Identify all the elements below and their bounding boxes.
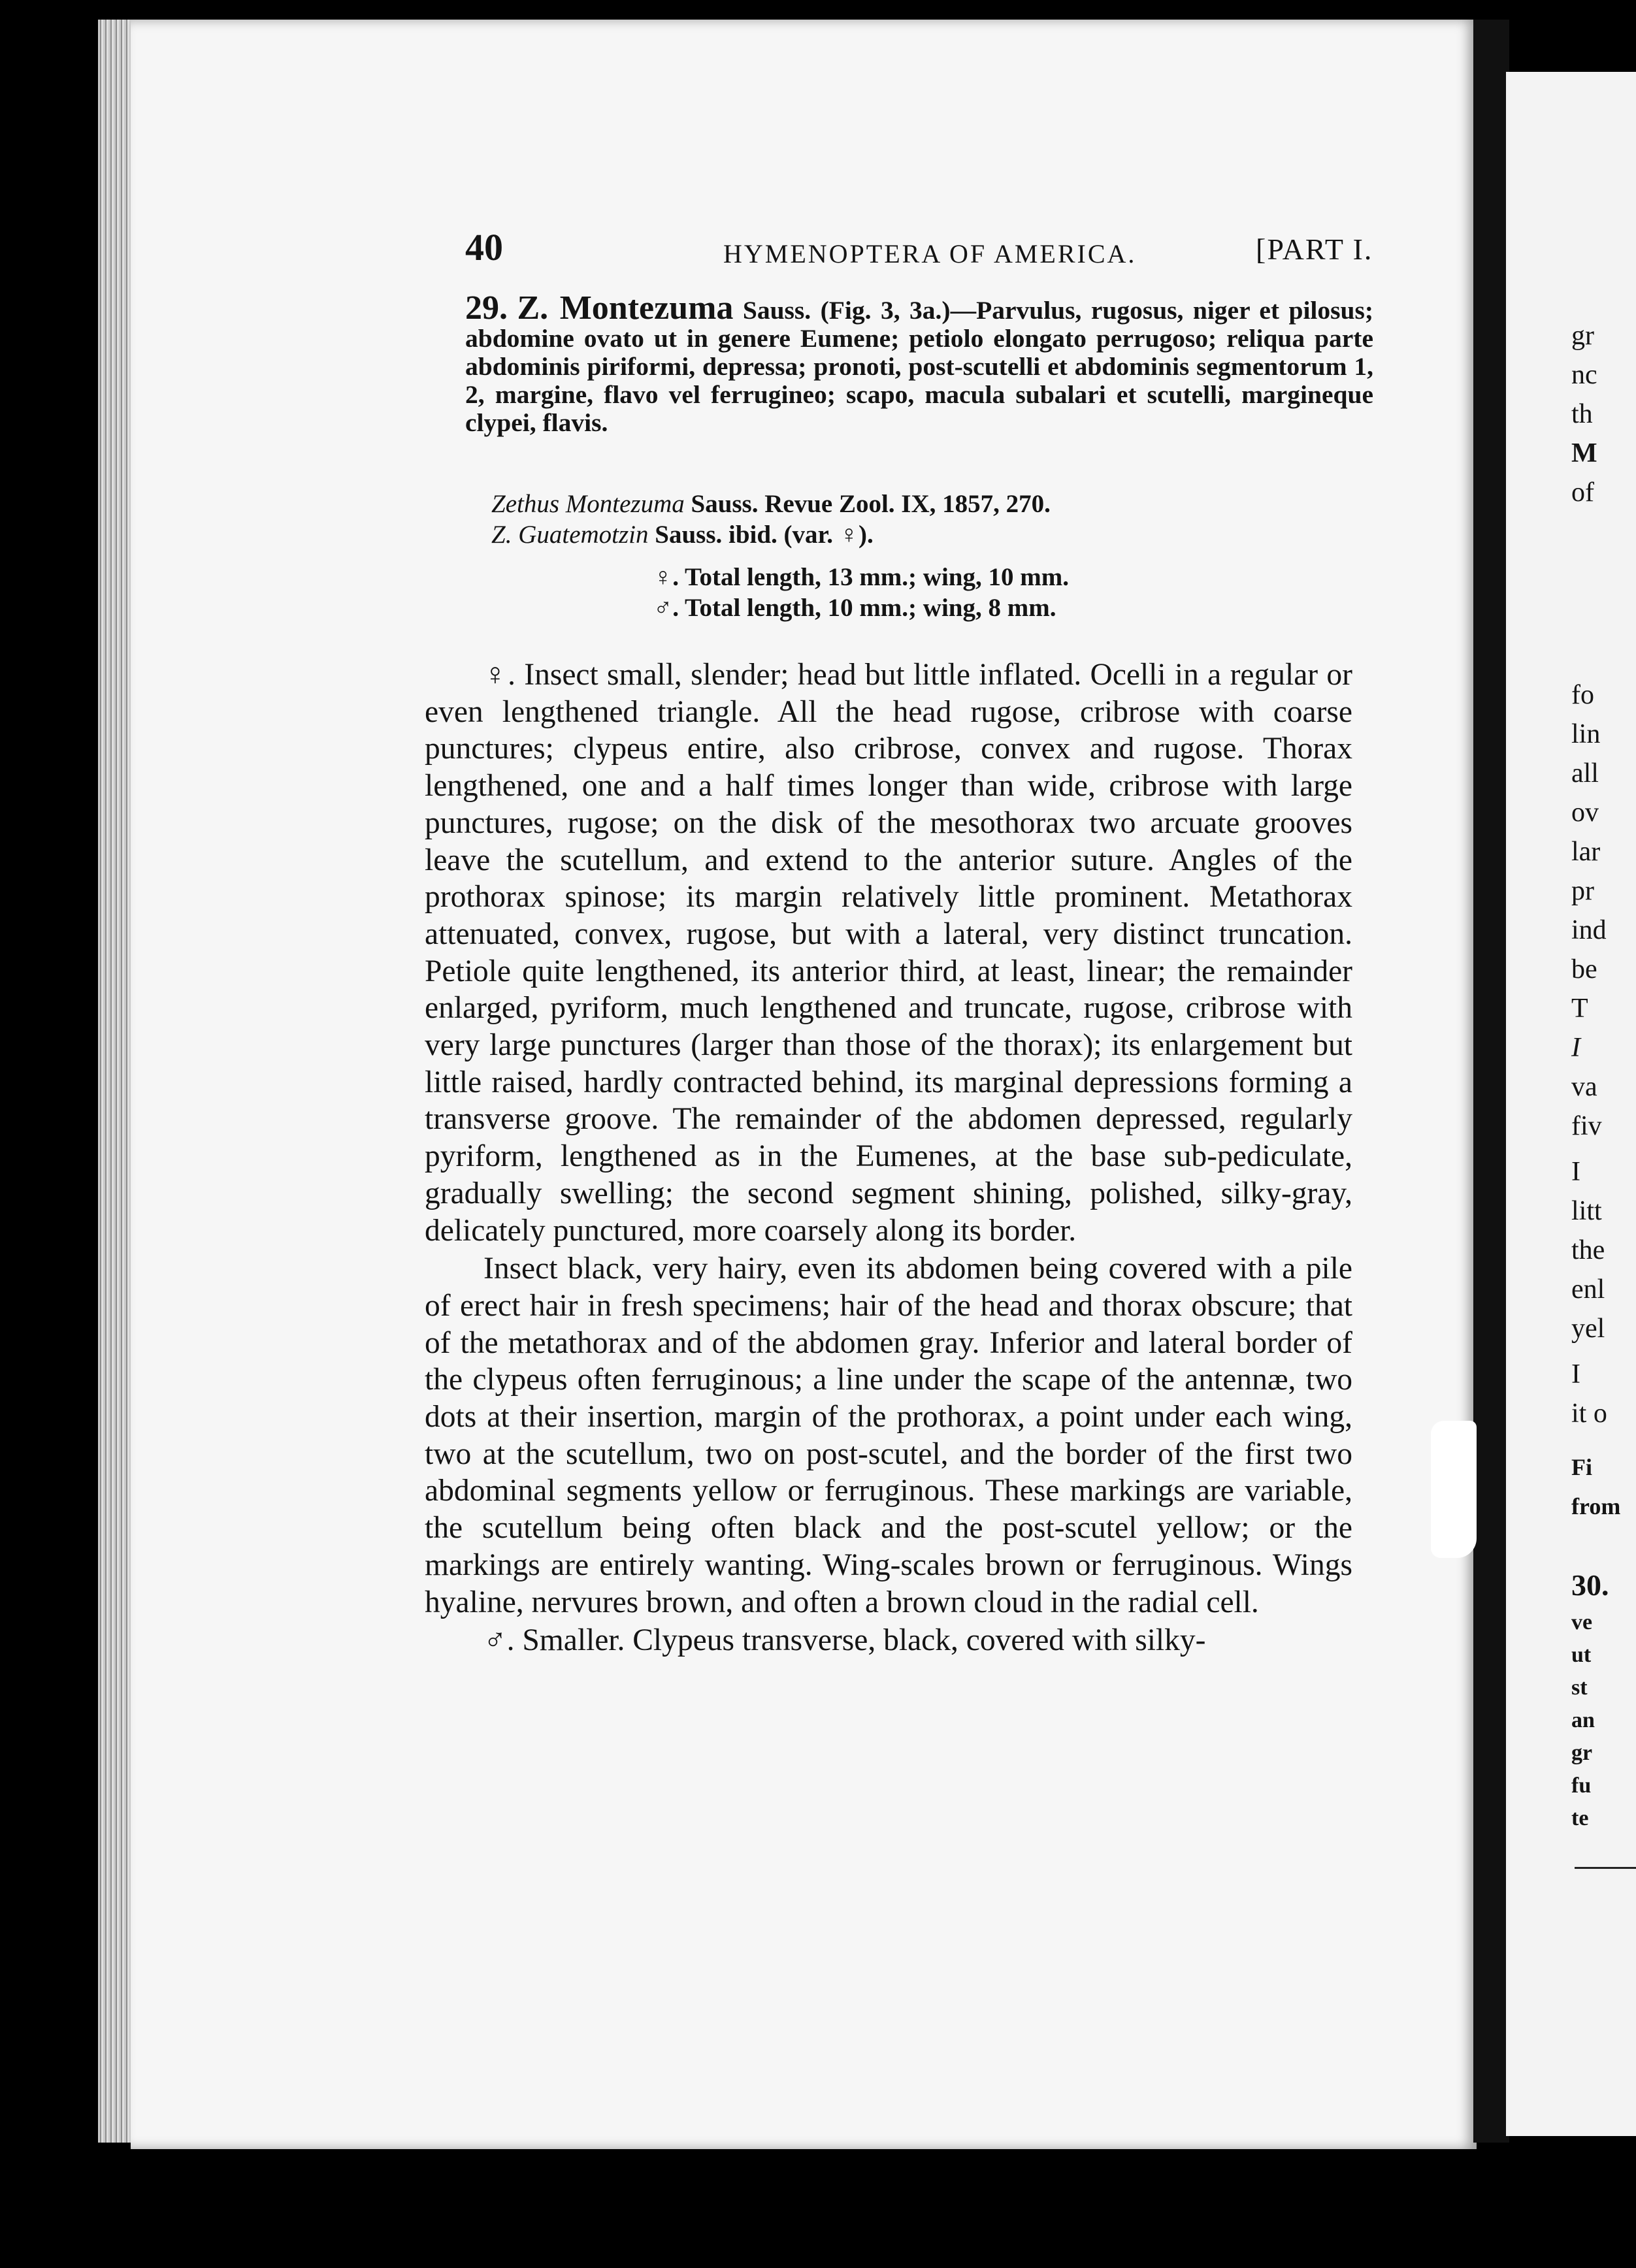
right-page-fragment: gr	[1571, 321, 1594, 351]
latin-description: —Parvulus, rugosus, niger et pilosus; abdomine ovato ut in genere Eumene; petiolo elongato perrugoso; reliqua parte abdominis piriformi, depressa; pronoti, post-scutelli et abdominis segmentorum 1, 2, margine, flavo vel ferrugineo; scapo, macula subalari et scutelli, margineque clypei, flavis.	[465, 296, 1374, 437]
part-label: [PART I.	[1256, 233, 1373, 266]
page-number: 40	[465, 226, 503, 268]
right-page-fragment: fu	[1571, 1774, 1592, 1798]
right-page-fragment: all	[1571, 758, 1599, 788]
right-page-fragment: be	[1571, 954, 1597, 984]
right-page-fragment: M	[1571, 438, 1597, 468]
right-page-fragment: from	[1571, 1493, 1621, 1519]
synonym-line	[491, 489, 1341, 519]
right-page-fragment: ind	[1571, 915, 1607, 945]
female-description: ♀. Insect small, slender; head but little inflated. Ocelli in a regular or even lengthened triangle. All the head rugose, cribrose with coarse punctures; clypeus entire, also cribrose, convex and rugose. Thorax lengthened, one and a half times longer than wide, cribrose with large punctures, rugose; on the disk of the mesothorax two arcuate grooves leave the scutellum, and extend to the anterior suture. Angles of the prothorax spinose; its margin relatively little prominent. Metathorax attenuated, convex, rugose, but with a lateral, very distinct truncation. Petiole quite lengthened, its anterior third, at least, linear; the remainder enlarged, pyriform, much lengthened and truncate, rugose, cribrose with very large punctures (larger than those of the thorax); its enlargement but little raised, hardly contracted behind, its marginal depressions forming a transverse groove. The remainder of the abdomen depressed, regularly pyriform, lengthened as in the Eumenes, at the base sub-pediculate, gradually swelling; the second segment shining, polished, silky-gray, delicately punctured, more coarsely along its border.	[425, 658, 1352, 1248]
horizontal-rule	[1575, 1867, 1636, 1869]
right-page-fragment: nc	[1571, 360, 1597, 390]
species-name: Z. Montezuma	[517, 289, 734, 327]
right-page-fragment: enl	[1571, 1274, 1605, 1304]
right-page-fragment: of	[1571, 478, 1594, 508]
book-gutter	[1473, 20, 1509, 2143]
right-page-fragment: it o	[1571, 1399, 1607, 1429]
coloration-description: Insect black, very hairy, even its abdomen being covered with a pile of erect hair in fresh specimens; hair of the head and thorax obscure; that of the metathorax and of the abdomen gray. Inferior and lateral border of the clypeus often ferruginous; a line under the scape of the antennæ, two dots at their insertion, margin of the prothorax, a point under each wing, two at the scutellum, two on post-scutel, and the border of the first two abdominal segments yellow or ferruginous. These markings are variable, the scutellum being often black and the post-scutel yellow; or the markings are entirely wanting. Wing-scales brown or ferruginous. Wings hyaline, nervures brown, and often a brown cloud in the radial cell.	[425, 1252, 1352, 1619]
right-page-fragment: I	[1571, 1157, 1580, 1187]
synonym-line	[491, 519, 1341, 550]
measurements	[653, 562, 1372, 623]
male-measurement: ♂. Total length, 10 mm.; wing, 8 mm.	[653, 594, 1056, 622]
synonymy	[491, 489, 1341, 550]
male-description: ♂. Smaller. Clypeus transverse, black, covered with silky-	[483, 1623, 1206, 1658]
page-header	[465, 225, 1380, 278]
right-page-fragment: ov	[1571, 798, 1599, 828]
right-page-fragment: va	[1571, 1072, 1597, 1102]
female-measurement: ♀. Total length, 13 mm.; wing, 10 mm.	[653, 563, 1069, 591]
description-body	[425, 656, 1352, 1659]
right-page-fragment: fiv	[1571, 1111, 1602, 1141]
right-page-fragment: litt	[1571, 1196, 1602, 1226]
right-page-fragment: 30.	[1571, 1568, 1609, 1602]
running-head: HYMENOPTERA OF AMERICA.	[723, 239, 1137, 268]
right-page-fragment: te	[1571, 1806, 1589, 1830]
species-authority: Sauss.	[742, 296, 811, 325]
right-page-fragment: fo	[1571, 680, 1594, 710]
synonym-reference: Sauss. Revue Zool. IX, 1857, 270.	[691, 490, 1051, 518]
paper-slip	[1431, 1421, 1477, 1558]
right-page-fragment: an	[1571, 1708, 1595, 1732]
right-page-fragment: I	[1571, 1359, 1580, 1389]
right-page-fragment: T	[1571, 994, 1588, 1024]
right-page-fragment: the	[1571, 1235, 1605, 1265]
synonym-name: Zethus Montezuma	[491, 490, 685, 518]
right-page-fragment: Fi	[1571, 1454, 1592, 1480]
species-entry	[465, 289, 1374, 437]
synonym-name: Z. Guatemotzin	[491, 521, 649, 549]
right-page-fragment: pr	[1571, 876, 1594, 906]
figure-reference: (Fig. 3, 3a.)	[820, 296, 951, 325]
synonym-reference: Sauss. ibid. (var. ♀).	[655, 521, 874, 549]
right-page-fragment: ve	[1571, 1610, 1593, 1634]
right-page-fragment: gr	[1571, 1741, 1593, 1765]
right-page-fragment: lar	[1571, 837, 1601, 867]
right-page-fragment: I	[1571, 1033, 1580, 1063]
right-page-fragment: th	[1571, 399, 1593, 429]
right-page-fragment: st	[1571, 1676, 1588, 1700]
entry-number: 29.	[465, 289, 508, 327]
right-page-fragment: ut	[1571, 1643, 1592, 1667]
right-page-fragment: lin	[1571, 719, 1601, 749]
right-page-fragment: yel	[1571, 1314, 1605, 1344]
